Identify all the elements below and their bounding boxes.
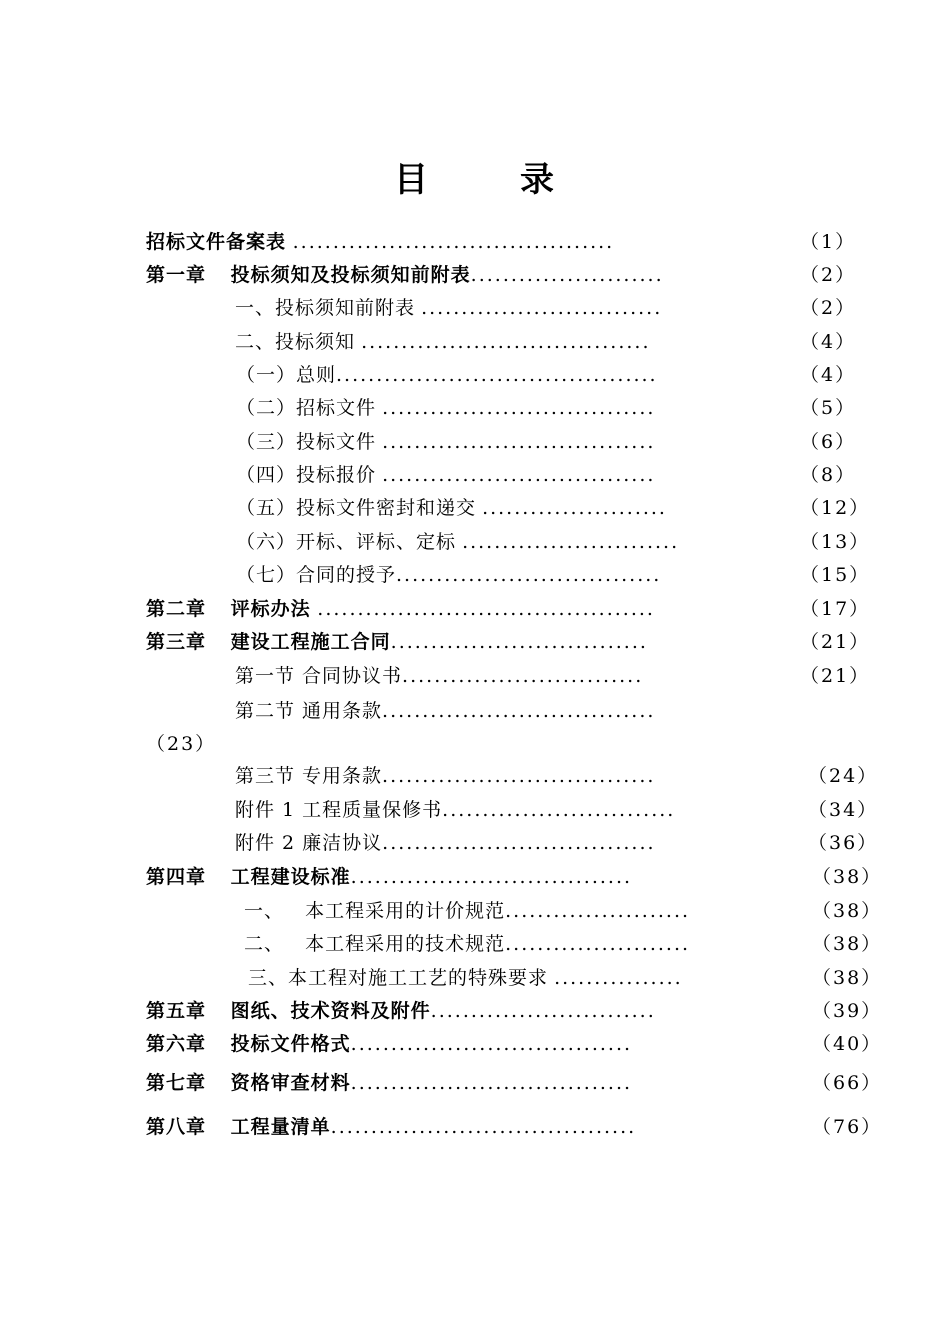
toc-entry[interactable] bbox=[235, 796, 675, 824]
toc-entry-label: （一）总则 bbox=[236, 364, 337, 386]
toc-page-number: （21） bbox=[800, 665, 871, 687]
toc-entry-leader: ....................... bbox=[482, 497, 667, 519]
toc-entry[interactable] bbox=[236, 528, 679, 556]
toc-entry-leader: ....................... bbox=[505, 900, 691, 922]
title-char-2: 录 bbox=[520, 160, 556, 200]
toc-entry[interactable] bbox=[235, 697, 655, 725]
toc-entry-leader: .................................. bbox=[382, 700, 656, 722]
toc-entry-leader: ........................... bbox=[462, 531, 680, 553]
toc-page-number: （15） bbox=[800, 564, 871, 586]
toc-entry-leader: .................................... bbox=[361, 331, 651, 353]
toc-entry[interactable] bbox=[236, 394, 655, 422]
toc-entry[interactable] bbox=[244, 897, 690, 925]
toc-entry-label: 评标办法 bbox=[230, 598, 311, 620]
toc-entry[interactable] bbox=[235, 762, 655, 790]
toc-entry-label: （六）开标、评标、定标 bbox=[236, 531, 457, 553]
toc-entry-label: （四）投标报价 bbox=[236, 464, 377, 486]
toc-page-number: （40） bbox=[812, 1033, 883, 1055]
toc-entry-leader: ...................................... bbox=[330, 1116, 637, 1138]
toc-entry-label: （二）招标文件 bbox=[236, 397, 377, 419]
toc-entry-label: 建设工程施工合同 bbox=[230, 631, 391, 653]
toc-page-number: （1） bbox=[800, 231, 857, 253]
toc-entry-label: 工程建设标准 bbox=[230, 866, 351, 888]
title-char-1: 目 bbox=[394, 160, 430, 200]
toc-entry[interactable] bbox=[236, 494, 667, 522]
toc-chapter-number: 第五章 bbox=[146, 1000, 207, 1022]
toc-entry-leader: ....................... bbox=[505, 933, 691, 955]
toc-chapter-7[interactable] bbox=[146, 1069, 632, 1097]
toc-entry-label: 第三节 专用条款 bbox=[235, 765, 383, 787]
toc-page-number: （2） bbox=[800, 264, 857, 286]
toc-entry[interactable] bbox=[235, 662, 643, 690]
toc-page-number: （38） bbox=[812, 900, 883, 922]
toc-entry-label: 招标文件备案表 bbox=[146, 231, 287, 253]
toc-page-number: （2） bbox=[800, 297, 857, 319]
toc-entry-leader: .................................. bbox=[382, 464, 656, 486]
toc-page-number: （5） bbox=[800, 397, 857, 419]
toc-entry-label: （七）合同的授予 bbox=[236, 564, 397, 586]
toc-entry-leader: ................................ bbox=[390, 631, 648, 653]
toc-entry-leader: ................ bbox=[554, 967, 683, 989]
toc-entry-leader: .......................................... bbox=[317, 598, 655, 620]
toc-entry-leader: ........................................ bbox=[292, 231, 615, 253]
toc-entry-label: 二、投标须知 bbox=[235, 331, 356, 353]
toc-chapter-number: 第四章 bbox=[146, 866, 207, 888]
toc-page-number: （21） bbox=[800, 631, 871, 653]
toc-entry-leader: ............................ bbox=[430, 1000, 656, 1022]
toc-entry-leader: .................................. bbox=[382, 397, 656, 419]
toc-entry-label: 投标须知及投标须知前附表 bbox=[230, 264, 471, 286]
toc-entry[interactable] bbox=[235, 829, 656, 857]
toc-chapter-number: 第三章 bbox=[146, 631, 207, 653]
toc-entry-label: 二、 本工程采用的技术规范 bbox=[244, 933, 506, 955]
toc-entry[interactable] bbox=[236, 428, 655, 456]
toc-entry-label: 一、 本工程采用的计价规范 bbox=[244, 900, 506, 922]
toc-entry-leader: ................................... bbox=[350, 1033, 633, 1055]
toc-entry[interactable] bbox=[236, 561, 661, 589]
toc-page-number: （4） bbox=[800, 331, 857, 353]
toc-chapter-number: 第七章 bbox=[146, 1072, 207, 1094]
toc-page-number: （24） bbox=[808, 765, 879, 787]
toc-entry-label: 三、本工程对施工工艺的特殊要求 bbox=[248, 967, 549, 989]
page-title bbox=[0, 152, 950, 201]
toc-entry[interactable] bbox=[248, 964, 683, 992]
toc-chapter-1[interactable] bbox=[146, 261, 664, 289]
toc-chapter-3[interactable] bbox=[146, 628, 648, 656]
toc-entry[interactable] bbox=[235, 294, 662, 322]
toc-entry-leader: ................................... bbox=[350, 866, 633, 888]
toc-entry-leader: .............................. bbox=[402, 665, 644, 687]
toc-page-number: （6） bbox=[800, 431, 857, 453]
toc-entry-label: 工程量清单 bbox=[230, 1116, 331, 1138]
toc-page-number: （76） bbox=[812, 1116, 883, 1138]
toc-entry[interactable] bbox=[236, 461, 655, 489]
toc-chapter-number: 第八章 bbox=[146, 1116, 207, 1138]
toc-chapter-number: 第二章 bbox=[146, 598, 207, 620]
toc-entry-leader: .............................. bbox=[421, 297, 663, 319]
toc-chapter-8[interactable] bbox=[146, 1113, 636, 1141]
toc-page-number: （17） bbox=[800, 598, 871, 620]
toc-chapter-5[interactable] bbox=[146, 997, 656, 1025]
toc-chapter-2[interactable] bbox=[146, 595, 655, 623]
toc-page-number: （13） bbox=[800, 531, 871, 553]
toc-entry-leader: ........................ bbox=[470, 264, 664, 286]
toc-entry-label: 第二节 通用条款 bbox=[235, 700, 383, 722]
toc-entry-label: 附件 1 工程质量保修书 bbox=[235, 799, 443, 821]
toc-entry[interactable] bbox=[236, 361, 658, 389]
toc-entry[interactable] bbox=[244, 930, 690, 958]
toc-entry-label: 一、投标须知前附表 bbox=[235, 297, 416, 319]
toc-chapter-4[interactable] bbox=[146, 863, 632, 891]
toc-entry-leader: .................................. bbox=[382, 431, 656, 453]
toc-entry-label: 图纸、技术资料及附件 bbox=[230, 1000, 431, 1022]
toc-entry-label: （三）投标文件 bbox=[236, 431, 377, 453]
toc-page-number: （38） bbox=[812, 866, 883, 888]
toc-page-number: （39） bbox=[812, 1000, 883, 1022]
toc-entry-label: 投标文件格式 bbox=[230, 1033, 351, 1055]
toc-page-number: （34） bbox=[808, 799, 879, 821]
toc-page-number: （23） bbox=[146, 733, 217, 755]
toc-page-number: （38） bbox=[812, 967, 883, 989]
toc-page-number: （36） bbox=[808, 832, 879, 854]
toc-entry-label: （五）投标文件密封和递交 bbox=[236, 497, 477, 519]
toc-entry-leader: .................................. bbox=[382, 765, 656, 787]
toc-page-number: （66） bbox=[812, 1072, 883, 1094]
toc-page-number: （12） bbox=[800, 497, 871, 519]
toc-chapter-number: 第一章 bbox=[146, 264, 207, 286]
toc-entry-label: 第一节 合同协议书 bbox=[235, 665, 403, 687]
toc-entry-leader: ................................... bbox=[350, 1072, 633, 1094]
toc-entry[interactable] bbox=[235, 328, 651, 356]
toc-entry-label: 资格审查材料 bbox=[230, 1072, 351, 1094]
toc-entry-leader: ........................................ bbox=[336, 364, 658, 386]
toc-page-number: （8） bbox=[800, 464, 857, 486]
toc-page-number: （4） bbox=[800, 364, 857, 386]
toc-entry-leader: .................................. bbox=[382, 832, 656, 854]
toc-chapter-6[interactable] bbox=[146, 1030, 632, 1058]
toc-entry-leader: ................................. bbox=[396, 564, 662, 586]
toc-chapter-number: 第六章 bbox=[146, 1033, 207, 1055]
toc-entry-filing-form[interactable] bbox=[146, 228, 614, 256]
toc-entry-label: 附件 2 廉洁协议 bbox=[235, 832, 383, 854]
toc-entry-leader: ............................. bbox=[442, 799, 676, 821]
toc-page-number: （38） bbox=[812, 933, 883, 955]
